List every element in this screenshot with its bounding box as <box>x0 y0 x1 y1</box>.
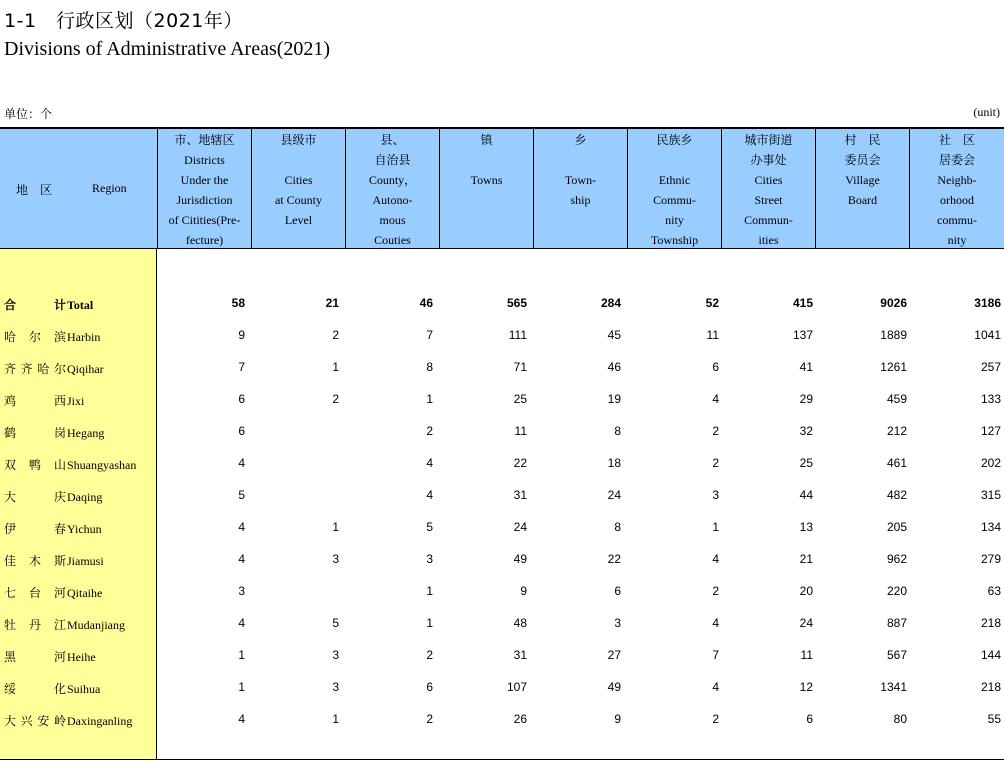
table-cell: 1 <box>426 616 433 630</box>
table-cell: 315 <box>980 488 1001 502</box>
table-cell: 205 <box>886 520 907 534</box>
column-header-line: Village <box>845 173 880 187</box>
table-cell: 127 <box>980 424 1001 438</box>
region-name <box>4 328 154 345</box>
column-header-line: orhood <box>940 193 974 207</box>
table-cell: 6 <box>426 680 433 694</box>
table-cell: 202 <box>980 456 1001 470</box>
table-cell: 1341 <box>880 680 907 694</box>
table-cell: 3 <box>614 616 621 630</box>
table-row <box>0 576 1004 608</box>
region-name-en: Heihe <box>67 650 96 664</box>
table-cell: 1 <box>332 712 339 726</box>
table-cell: 3 <box>238 584 245 598</box>
region-name-en: Qiqihar <box>67 362 104 376</box>
table-cell: 218 <box>980 616 1001 630</box>
region-name-cn: 鹤 岗 <box>4 426 66 440</box>
table-cell: 41 <box>799 360 813 374</box>
table-cell: 4 <box>238 552 245 566</box>
table-cell: 21 <box>325 296 339 310</box>
column-header-7 <box>721 129 815 249</box>
column-header-line: Street <box>754 193 783 207</box>
table-cell: 25 <box>513 392 527 406</box>
table-cell: 6 <box>238 392 245 406</box>
column-header-2 <box>251 129 345 249</box>
region-name-en: Qitaihe <box>67 586 103 600</box>
table-cell: 1 <box>426 584 433 598</box>
column-header-line <box>440 150 533 170</box>
table-cell: 31 <box>513 488 527 502</box>
table-cell: 6 <box>806 712 813 726</box>
table-cell: 11 <box>800 648 813 662</box>
region-name-en: Daqing <box>67 490 103 504</box>
table-cell: 565 <box>506 296 527 310</box>
column-header-line: Autono- <box>372 193 413 207</box>
table-cell: 55 <box>987 712 1001 726</box>
column-header-line: Couties <box>374 233 411 247</box>
table-row <box>0 352 1004 384</box>
column-header-5 <box>533 129 627 249</box>
region-name <box>4 456 154 473</box>
table-cell: 2 <box>426 424 433 438</box>
column-header-cn: 县级市 <box>280 133 317 147</box>
column-header-line: Neighb- <box>937 173 977 187</box>
table-cell: 2 <box>426 712 433 726</box>
column-header-line: Jurisdiction <box>176 193 233 207</box>
table-cell: 220 <box>886 584 907 598</box>
table-row <box>0 544 1004 576</box>
column-header-line: of Citities(Pre- <box>168 213 241 227</box>
column-header-line: fecture) <box>185 233 224 247</box>
column-header-line: mous <box>379 213 406 227</box>
table-cell: 8 <box>614 520 621 534</box>
unit-label-cn: 单位：个 <box>4 107 53 121</box>
column-header-line: Ethnic <box>658 173 691 187</box>
table-cell: 887 <box>886 616 907 630</box>
column-header-line: Commun- <box>744 213 793 227</box>
region-name-cn: 鸡 西 <box>4 394 66 408</box>
table-cell: 2 <box>712 584 719 598</box>
region-name-en: Mudanjiang <box>67 618 125 632</box>
column-header-line: at County <box>275 193 322 207</box>
column-header-4 <box>439 129 533 249</box>
region-name <box>4 680 154 697</box>
table-cell: 29 <box>799 392 813 406</box>
table-cell: 2 <box>426 648 433 662</box>
total-row <box>0 288 1004 320</box>
table-cell: 24 <box>513 520 527 534</box>
table-cell: 5 <box>238 488 245 502</box>
table-cell: 4 <box>712 392 719 406</box>
column-header-cn: 市、地辖区 <box>174 133 235 147</box>
table-cell: 20 <box>799 584 813 598</box>
table-cell: 27 <box>607 648 621 662</box>
column-header-line: 办事处 <box>750 153 787 167</box>
table-cell: 9 <box>614 712 621 726</box>
column-header-line: 自治县 <box>374 153 411 167</box>
table-cell: 45 <box>607 328 621 342</box>
table-cell: 1261 <box>880 360 907 374</box>
table-cell: 13 <box>799 520 813 534</box>
region-name <box>4 488 154 505</box>
column-header-line: ship <box>570 193 591 207</box>
table-cell: 567 <box>886 648 907 662</box>
table-cell: 1041 <box>974 328 1001 342</box>
column-header-line: nity <box>947 233 967 247</box>
region-name-cn: 哈尔滨 <box>4 330 66 344</box>
table-cell: 4 <box>712 680 719 694</box>
region-name-en: Total <box>67 298 94 312</box>
table-cell: 111 <box>508 328 527 342</box>
table-row <box>0 416 1004 448</box>
region-name-en: Jixi <box>67 394 85 408</box>
table-cell: 24 <box>607 488 621 502</box>
table-cell: 25 <box>799 456 813 470</box>
table-cell: 5 <box>426 520 433 534</box>
table-cell: 48 <box>513 616 527 630</box>
table-header <box>0 127 1004 249</box>
region-name-cn: 合 计 <box>4 298 66 312</box>
column-header-line: County， <box>368 173 417 187</box>
table-cell: 1 <box>332 520 339 534</box>
table-cell: 3186 <box>974 296 1001 310</box>
table-cell: 9 <box>520 584 527 598</box>
region-name <box>4 424 154 441</box>
column-header-line: Township <box>650 233 699 247</box>
region-header-en: Region <box>92 181 127 195</box>
table-cell: 1 <box>238 648 245 662</box>
page-title-en: Divisions of Administrative Areas(2021) <box>4 38 331 60</box>
table-cell: 3 <box>426 552 433 566</box>
table-cell: 4 <box>712 552 719 566</box>
table-cell: 11 <box>514 424 527 438</box>
table-cell: 26 <box>513 712 527 726</box>
table-cell: 962 <box>886 552 907 566</box>
table-cell: 18 <box>607 456 621 470</box>
region-name <box>4 520 154 537</box>
region-name <box>4 360 154 377</box>
region-name-cn: 佳木斯 <box>4 554 66 568</box>
column-header-line: Towns <box>470 173 503 187</box>
unit-label-en: (unit) <box>973 105 1000 119</box>
column-header-cn: 城市街道 <box>744 133 793 147</box>
table-row <box>0 672 1004 704</box>
region-name-cn: 牡丹江 <box>4 618 66 632</box>
region-name-cn: 大兴安岭 <box>4 714 66 728</box>
table-cell: 8 <box>426 360 433 374</box>
column-header-cn: 村 民 <box>844 133 881 147</box>
table-cell: 6 <box>614 584 621 598</box>
column-header-line: Districts <box>184 153 225 167</box>
table-cell: 1 <box>712 520 719 534</box>
table-cell: 49 <box>607 680 621 694</box>
table-cell: 459 <box>886 392 907 406</box>
column-header-line: 居委会 <box>938 153 975 167</box>
region-name <box>4 712 154 729</box>
table-cell: 2 <box>712 456 719 470</box>
column-header-line: commu- <box>937 213 977 227</box>
column-header-line: Board <box>847 193 878 207</box>
region-name <box>4 616 154 633</box>
table-cell: 218 <box>980 680 1001 694</box>
table-cell: 4 <box>238 616 245 630</box>
region-name <box>4 392 154 409</box>
region-name-en: Harbin <box>67 330 101 344</box>
table-cell: 137 <box>792 328 813 342</box>
column-header-3 <box>345 129 439 249</box>
column-header-line: Level <box>284 213 313 227</box>
table-bottom-rule <box>0 759 1004 760</box>
table-cell: 4 <box>238 456 245 470</box>
table-cell: 63 <box>987 584 1001 598</box>
table-cell: 279 <box>980 552 1001 566</box>
region-name-cn: 伊 春 <box>4 522 66 536</box>
table-row <box>0 512 1004 544</box>
region-name-en: Jiamusi <box>67 554 104 568</box>
table-cell: 2 <box>712 424 719 438</box>
column-header-line: Cities <box>284 173 313 187</box>
column-header-line: Commu- <box>653 193 696 207</box>
table-cell: 19 <box>607 392 621 406</box>
column-header-1 <box>157 129 251 249</box>
table-cell: 3 <box>712 488 719 502</box>
table-cell: 7 <box>426 328 433 342</box>
region-name-en: Daxinganling <box>67 714 133 728</box>
column-header-cn: 民族乡 <box>656 133 693 147</box>
table-cell: 8 <box>614 424 621 438</box>
column-header-cn: 县、 <box>380 133 405 147</box>
region-name <box>4 584 154 601</box>
table-cell: 7 <box>712 648 719 662</box>
table-cell: 144 <box>980 648 1001 662</box>
table-cell: 22 <box>513 456 527 470</box>
table-cell: 46 <box>419 296 433 310</box>
table-cell: 1889 <box>880 328 907 342</box>
table-cell: 12 <box>799 680 813 694</box>
table-row <box>0 608 1004 640</box>
table-cell: 52 <box>705 296 719 310</box>
table-cell: 257 <box>980 360 1001 374</box>
table-cell: 3 <box>332 680 339 694</box>
column-header-line: Town- <box>564 173 597 187</box>
table-cell: 44 <box>799 488 813 502</box>
region-name-en: Yichun <box>67 522 102 536</box>
table-cell: 49 <box>513 552 527 566</box>
column-header-line: Cities <box>754 173 783 187</box>
table-row <box>0 640 1004 672</box>
column-header-cn: 社 区 <box>938 133 975 147</box>
column-header-line <box>534 150 627 170</box>
table-cell: 11 <box>706 328 719 342</box>
table-row <box>0 704 1004 736</box>
column-header-line: 委员会 <box>844 153 881 167</box>
table-cell: 2 <box>332 392 339 406</box>
table-cell: 482 <box>886 488 907 502</box>
table-cell: 6 <box>238 424 245 438</box>
table-cell: 107 <box>506 680 527 694</box>
table-cell: 4 <box>238 712 245 726</box>
table-cell: 3 <box>332 552 339 566</box>
region-name <box>4 552 154 569</box>
table-cell: 1 <box>238 680 245 694</box>
page-title-cn: 1-1 行政区划（2021年） <box>4 10 243 32</box>
table-cell: 9 <box>238 328 245 342</box>
table-cell: 58 <box>231 296 245 310</box>
table-cell: 22 <box>607 552 621 566</box>
region-name-en: Hegang <box>67 426 105 440</box>
table-row <box>0 320 1004 352</box>
column-header-cn: 乡 <box>574 133 587 147</box>
table-cell: 3 <box>332 648 339 662</box>
table-row <box>0 448 1004 480</box>
column-header-line: Under the <box>180 173 229 187</box>
table-cell: 9026 <box>880 296 907 310</box>
column-header-9 <box>909 129 1004 249</box>
table-cell: 24 <box>799 616 813 630</box>
table-cell: 80 <box>893 712 907 726</box>
table-cell: 1 <box>426 392 433 406</box>
column-header-line <box>252 150 345 170</box>
region-header-cn: 地 区 <box>16 183 53 197</box>
table-cell: 7 <box>238 360 245 374</box>
table-cell: 212 <box>886 424 907 438</box>
column-header-8 <box>815 129 909 249</box>
table-cell: 461 <box>886 456 907 470</box>
table-cell: 2 <box>332 328 339 342</box>
table-cell: 4 <box>238 520 245 534</box>
table-cell: 134 <box>980 520 1001 534</box>
table-cell: 32 <box>799 424 813 438</box>
table-cell: 4 <box>712 616 719 630</box>
table-cell: 415 <box>792 296 813 310</box>
region-name-en: Shuangyashan <box>67 458 137 472</box>
table-cell: 284 <box>600 296 621 310</box>
table-cell: 1 <box>332 360 339 374</box>
table-cell: 46 <box>607 360 621 374</box>
column-header-line: nity <box>665 213 684 227</box>
region-name-cn: 绥 化 <box>4 682 66 696</box>
region-name-cn: 双鸭山 <box>4 458 66 472</box>
table-cell: 6 <box>712 360 719 374</box>
table-cell: 133 <box>980 392 1001 406</box>
region-header <box>0 129 157 249</box>
table-row <box>0 384 1004 416</box>
region-name <box>4 648 154 665</box>
table-cell: 21 <box>799 552 813 566</box>
region-name-cn: 七台河 <box>4 586 66 600</box>
table-row <box>0 480 1004 512</box>
region-name <box>4 296 154 313</box>
column-header-cn: 镇 <box>480 133 493 147</box>
region-name-cn: 大 庆 <box>4 490 66 504</box>
table-cell: 71 <box>513 360 527 374</box>
table-cell: 4 <box>426 456 433 470</box>
table-cell: 31 <box>513 648 527 662</box>
column-header-6 <box>627 129 721 249</box>
table-cell: 4 <box>426 488 433 502</box>
table-cell: 5 <box>332 616 339 630</box>
column-header-line: ities <box>758 233 779 247</box>
column-header-line <box>628 150 721 170</box>
region-name-cn: 齐齐哈尔 <box>4 362 66 376</box>
region-name-en: Suihua <box>67 682 101 696</box>
region-name-cn: 黑 河 <box>4 650 66 664</box>
table-cell: 2 <box>712 712 719 726</box>
